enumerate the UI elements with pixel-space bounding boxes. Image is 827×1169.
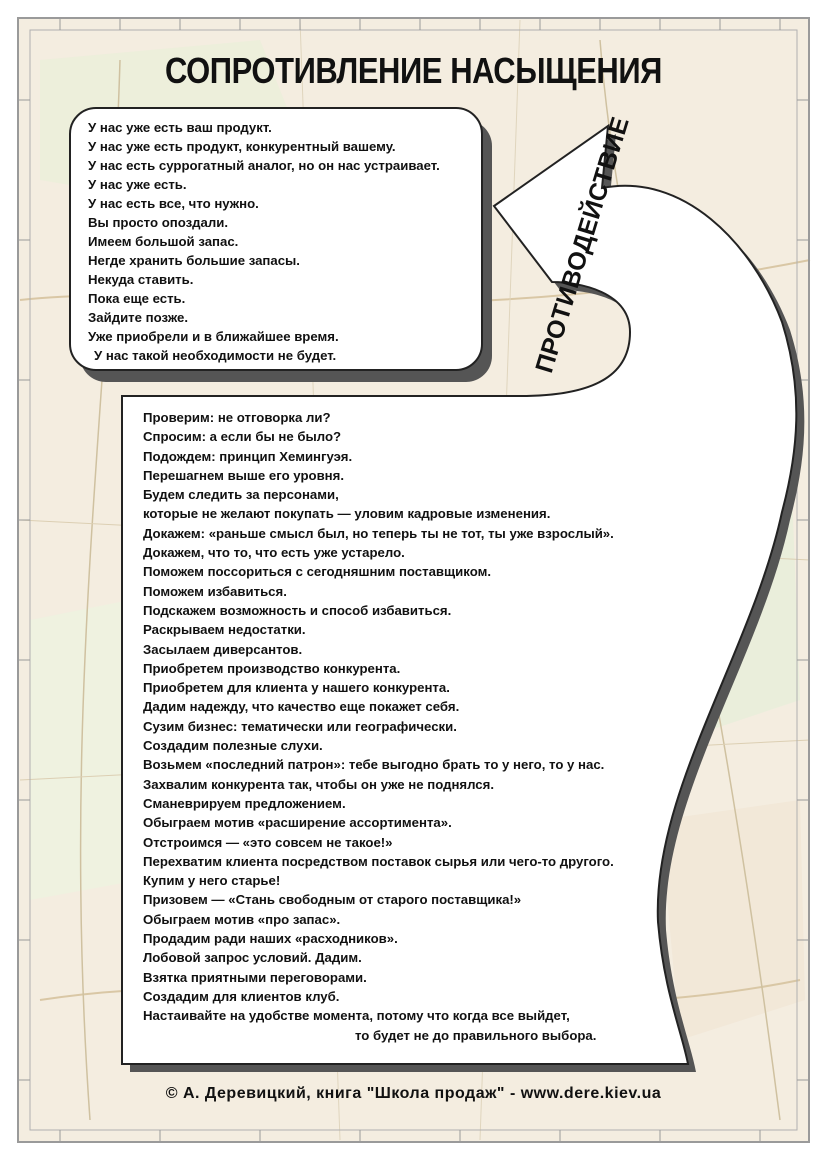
objection-line: У нас уже есть ваш продукт. <box>88 120 272 135</box>
countermeasure-line: Перехватим клиента посредством поставок сырья или чего-то другого. <box>143 853 614 869</box>
countermeasure-line: Создадим для клиентов клуб. <box>143 988 340 1004</box>
objection-line: У нас есть суррогатный аналог, но он нас устраивает. <box>88 158 440 173</box>
countermeasure-line: Продадим ради наших «расходников». <box>143 931 398 947</box>
objection-line: Некуда ставить. <box>88 272 194 287</box>
countermeasure-line: Создадим полезные слухи. <box>143 738 323 754</box>
countermeasure-line: Призовем — «Стань свободным от старого поставщика!» <box>143 892 522 908</box>
countermeasure-line: Лобовой запрос условий. Дадим. <box>143 950 362 966</box>
countermeasure-line: Приобретем для клиента у нашего конкурента. <box>143 680 450 696</box>
countermeasure-line: Отстроимся — «это совсем не такое!» <box>143 834 393 850</box>
countermeasure-line: Взятка приятными переговорами. <box>143 969 367 985</box>
objection-line: Вы просто опоздали. <box>88 215 229 230</box>
countermeasure-line: Обыграем мотив «про запас». <box>143 911 341 927</box>
countermeasure-line: Перешагнем выше его уровня. <box>143 467 344 483</box>
countermeasure-line: Подскажем возможность и способ избавиться. <box>143 602 452 618</box>
objection-line: У нас такой необходимости не будет. <box>94 348 337 363</box>
countermeasure-line: Докажем: «раньше смысл был, но теперь ты не тот, ты уже взрослый». <box>143 525 614 541</box>
countermeasures-list <box>143 408 683 1045</box>
objection-line: Негде хранить большие запасы. <box>88 253 300 268</box>
objection-line: Имеем большой запас. <box>88 234 239 249</box>
countermeasure-line: которые не желают покупать — уловим кадровые изменения. <box>143 506 551 522</box>
objection-line: Зайдите позже. <box>88 310 189 325</box>
countermeasure-line: то будет не до правильного выбора. <box>355 1027 597 1043</box>
countermeasure-line: Приобретем производство конкурента. <box>143 660 401 676</box>
countermeasure-line: Возьмем «последний патрон»: тебе выгодно брать то у него, то у нас. <box>143 757 605 773</box>
footer-credit: © А. Деревицкий, книга "Школа продаж" - www.dere.kiev.ua <box>165 1085 662 1102</box>
objection-line: У нас есть все, что нужно. <box>88 196 259 211</box>
countermeasure-line: Захвалим конкурента так, чтобы он уже не поднялся. <box>143 776 495 792</box>
countermeasure-line: Обыграем мотив «расширение ассортимента». <box>143 815 452 831</box>
countermeasure-line: Дадим надежду, что качество еще покажет себя. <box>143 699 460 715</box>
objections-list <box>88 118 488 365</box>
countermeasure-line: Купим у него старье! <box>143 873 281 889</box>
countermeasure-line: Поможем избавиться. <box>143 583 287 599</box>
countermeasure-line: Спросим: а если бы не было? <box>143 429 342 445</box>
countermeasure-line: Раскрываем недостатки. <box>143 622 306 638</box>
countermeasure-line: Докажем, что то, что есть уже устарело. <box>143 545 405 561</box>
countermeasure-line: Подождем: принцип Хемингуэя. <box>143 448 353 464</box>
objection-line: Пока еще есть. <box>88 291 186 306</box>
countermeasure-line: Сманеврируем предложением. <box>143 795 346 811</box>
vertical-label: ПРОТИВОДЕЙСТВИЕ <box>530 113 635 377</box>
countermeasure-line: Проверим: не отговорка ли? <box>143 410 331 425</box>
countermeasure-line: Сузим бизнес: тематически или географически. <box>143 718 457 734</box>
countermeasure-line: Будем следить за персонами, <box>143 487 339 503</box>
page-title: СОПРОТИВЛЕНИЕ НАСЫЩЕНИЯ <box>164 50 663 91</box>
countermeasure-line: Настаивайте на удобстве момента, потому что когда все выйдет, <box>143 1008 570 1024</box>
objection-line: У нас уже есть продукт, конкурентный вашему. <box>88 139 396 154</box>
objection-line: Уже приобрели и в ближайшее время. <box>88 329 339 344</box>
countermeasure-line: Засылаем диверсантов. <box>143 641 303 657</box>
countermeasure-line: Поможем поссориться с сегодняшним поставщиком. <box>143 564 491 580</box>
objection-line: У нас уже есть. <box>88 177 187 192</box>
